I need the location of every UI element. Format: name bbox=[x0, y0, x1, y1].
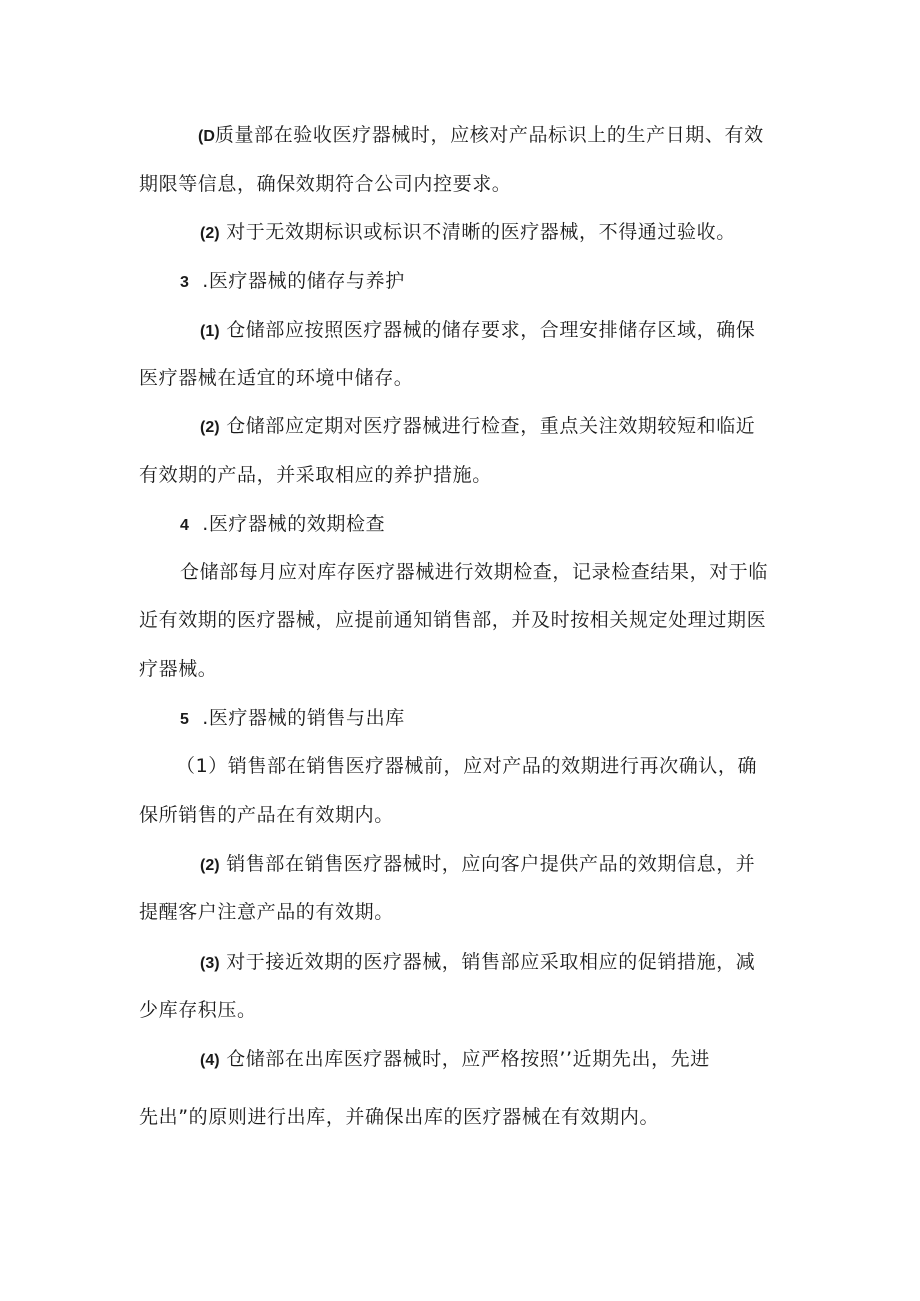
sec3-heading bbox=[180, 269, 405, 295]
sec3-item1-line2: 医疗器械在适宜的环境中储存。 bbox=[139, 367, 414, 389]
sec5-item4-line1 bbox=[200, 1047, 710, 1073]
sec5-item2-line2: 提醒客户注意产品的有效期。 bbox=[139, 901, 394, 923]
sec5-item4-marker: (4) bbox=[200, 1052, 220, 1069]
sec5-item3-marker: (3) bbox=[200, 955, 220, 972]
sec3-heading-title: .医疗器械的储存与养护 bbox=[202, 270, 405, 292]
sec4-heading-title: .医疗器械的效期检查 bbox=[202, 513, 386, 535]
sec5-heading-title: .医疗器械的销售与出库 bbox=[202, 707, 405, 729]
sec3-heading-number: 3 bbox=[180, 274, 189, 291]
sec3-item2-line1 bbox=[200, 414, 755, 440]
sec3-item2-line2: 有效期的产品，并采取相应的养护措施。 bbox=[139, 464, 492, 486]
sec3-item2-marker: (2) bbox=[200, 419, 220, 436]
sec4-paragraph-line1: 仓储部每月应对库存医疗器械进行效期检查，记录检查结果，对于临 bbox=[180, 561, 769, 583]
sec3-item1-line1 bbox=[200, 318, 755, 344]
sec5-item2-marker: (2) bbox=[200, 857, 220, 874]
sec2-item1-line2: 期限等信息，确保效期符合公司内控要求。 bbox=[139, 173, 512, 195]
sec3-item1-marker: (1) bbox=[200, 323, 220, 340]
sec2-item1-text1: 质量部在验收医疗器械时，应核对产品标识上的生产日期、有效 bbox=[214, 124, 764, 146]
sec5-item1-line1 bbox=[176, 754, 757, 778]
sec5-item4-text1: 仓储部在出库医疗器械时，应严格按照’’近期先出，先进 bbox=[226, 1048, 710, 1070]
sec5-item2-text1: 销售部在销售医疗器械时，应向客户提供产品的效期信息，并 bbox=[226, 853, 756, 875]
sec3-item2-text1: 仓储部应定期对医疗器械进行检查，重点关注效期较短和临近 bbox=[226, 415, 756, 437]
sec5-item3-line1 bbox=[200, 950, 755, 976]
sec5-heading-number: 5 bbox=[180, 711, 189, 728]
sec5-item1-marker: （1） bbox=[176, 755, 228, 777]
sec4-heading-number: 4 bbox=[180, 517, 189, 534]
sec2-item2-line1 bbox=[200, 220, 736, 246]
sec2-item2-marker: (2) bbox=[200, 225, 220, 242]
sec5-heading bbox=[180, 706, 405, 732]
sec5-item1-line2: 保所销售的产品在有效期内。 bbox=[139, 804, 394, 826]
sec4-heading bbox=[180, 512, 385, 538]
sec3-item1-text1: 仓储部应按照医疗器械的储存要求，合理安排储存区域，确保 bbox=[226, 319, 756, 341]
sec2-item2-text1: 对于无效期标识或标识不清晰的医疗器械，不得通过验收。 bbox=[226, 221, 736, 243]
sec5-item3-text1: 对于接近效期的医疗器械，销售部应采取相应的促销措施，减 bbox=[226, 951, 756, 973]
sec5-item3-line2: 少库存积压。 bbox=[139, 999, 257, 1021]
sec2-item1-line1 bbox=[198, 123, 764, 149]
sec5-item4-line2: 先出”的原则进行出库，并确保出库的医疗器械在有效期内。 bbox=[139, 1106, 660, 1128]
sec4-paragraph-line3: 疗器械。 bbox=[139, 658, 218, 680]
sec5-item2-line1 bbox=[200, 852, 755, 878]
sec5-item1-text1: 销售部在销售医疗器械前，应对产品的效期进行再次确认，确 bbox=[227, 755, 758, 777]
sec2-item1-marker: (D bbox=[198, 128, 215, 145]
sec4-paragraph-line2: 近有效期的医疗器械，应提前通知销售部，并及时按相关规定处理过期医 bbox=[139, 609, 767, 631]
